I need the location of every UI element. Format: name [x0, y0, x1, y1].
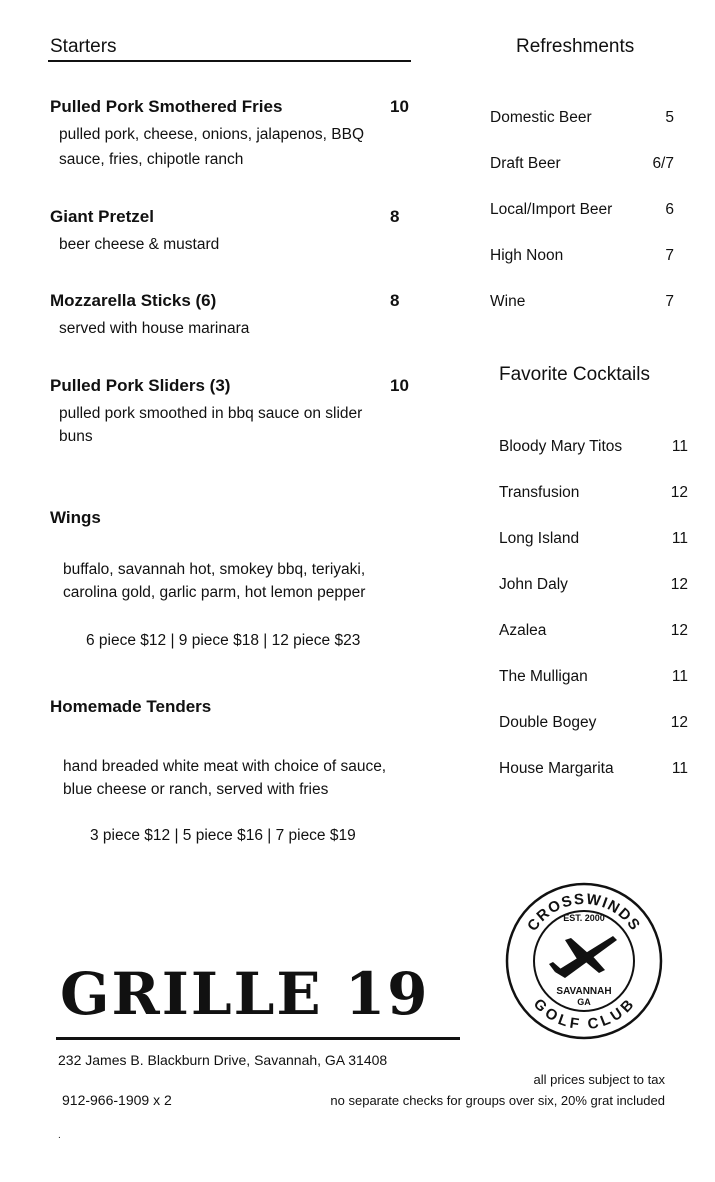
cocktail-name: Bloody Mary Titos [499, 438, 623, 455]
cocktail-price: 11 [671, 530, 688, 547]
starters-heading: Starters [50, 36, 117, 57]
item-description: served with house marinara [59, 320, 250, 337]
drink-price: 7 [665, 247, 674, 264]
item-price: 8 [390, 291, 400, 310]
item-price: 10 [390, 97, 409, 116]
starters-underline [48, 60, 411, 62]
drink-name: High Noon [490, 247, 564, 264]
item-description: pulled pork smoothed in bbq sauce on slider [59, 405, 363, 422]
seal-city-text: SAVANNAH [556, 986, 612, 997]
cocktail-name: Long Island [499, 530, 580, 547]
drink-price: 7 [665, 293, 674, 310]
cocktail-name: Double Bogey [499, 714, 597, 731]
drink-name: Wine [490, 293, 526, 310]
item-price: 10 [390, 376, 409, 395]
cocktail-name: John Daly [499, 576, 568, 593]
airplane-icon [549, 936, 617, 978]
drink-name: Draft Beer [490, 155, 561, 172]
wings-description: carolina gold, garlic parm, hot lemon pepper [63, 584, 366, 601]
footer-dot: . [58, 1130, 61, 1141]
cocktail-price: 11 [671, 760, 688, 777]
cocktail-price: 12 [670, 576, 688, 593]
tax-note: all prices subject to tax [533, 1072, 665, 1087]
wings-pricing: 6 piece $12 | 9 piece $18 | 12 piece $23 [86, 632, 361, 649]
cocktail-price: 12 [670, 714, 688, 731]
seal-top-text: CROSSWINDS [524, 890, 644, 935]
cocktail-price: 11 [671, 668, 688, 685]
cocktail-name: The Mulligan [499, 668, 588, 685]
tenders-description: hand breaded white meat with choice of sauce, [63, 758, 387, 775]
item-name: Pulled Pork Sliders (3) [50, 376, 231, 395]
item-name: Giant Pretzel [50, 207, 154, 226]
tenders-description: blue cheese or ranch, served with fries [63, 781, 329, 798]
cocktails-heading: Favorite Cocktails [499, 364, 650, 385]
item-name: Pulled Pork Smothered Fries [50, 97, 283, 116]
item-description: beer cheese & mustard [59, 236, 220, 253]
item-description: sauce, fries, chipotle ranch [59, 151, 244, 168]
drink-name: Local/Import Beer [490, 201, 613, 218]
cocktail-price: 12 [670, 622, 688, 639]
crosswinds-golf-club-seal [505, 882, 663, 1040]
seal-state-text: GA [577, 997, 591, 1007]
item-description: buns [59, 428, 93, 445]
cocktail-name: Azalea [499, 622, 547, 639]
tenders-pricing: 3 piece $12 | 5 piece $16 | 7 piece $19 [90, 827, 356, 844]
item-description: pulled pork, cheese, onions, jalapenos, BBQ [59, 126, 365, 143]
logo-underline [56, 1037, 460, 1040]
drink-price: 6/7 [652, 155, 674, 172]
cocktail-price: 11 [671, 438, 688, 455]
address-text: 232 James B. Blackburn Drive, Savannah, GA 31408 [58, 1052, 388, 1068]
drink-price: 5 [665, 109, 674, 126]
drink-price: 6 [665, 201, 674, 218]
cocktail-name: House Margarita [499, 760, 614, 777]
checks-note: no separate checks for groups over six, 20% grat included [330, 1093, 665, 1108]
drink-name: Domestic Beer [490, 109, 592, 126]
cocktail-name: Transfusion [499, 484, 580, 501]
seal-est-text: EST. 2000 [563, 913, 605, 923]
tenders-heading: Homemade Tenders [50, 697, 212, 716]
refreshments-heading: Refreshments [516, 36, 635, 57]
grille-19-logo: GRILLE 19 [60, 960, 430, 1028]
item-name: Mozzarella Sticks (6) [50, 291, 217, 310]
seal-bottom-text: GOLF CLUB [529, 995, 639, 1034]
cocktail-price: 12 [670, 484, 688, 501]
item-price: 8 [390, 207, 400, 226]
wings-heading: Wings [50, 508, 101, 527]
wings-description: buffalo, savannah hot, smokey bbq, teriyaki, [63, 561, 366, 578]
phone-number: 912-966-1909 x 2 [62, 1092, 172, 1108]
